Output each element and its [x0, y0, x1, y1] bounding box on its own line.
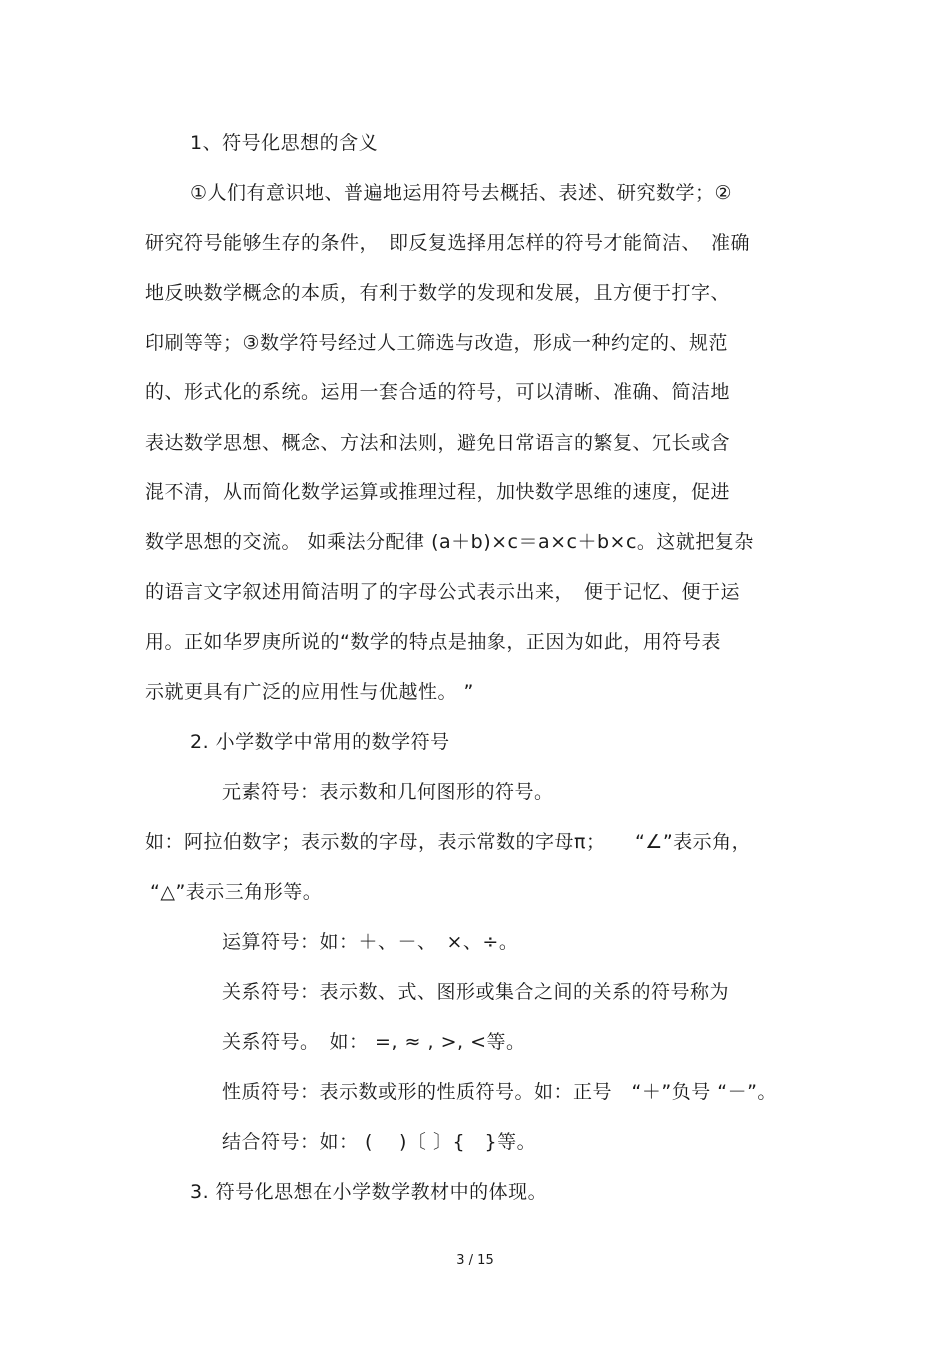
- list-item: 运算符号：如：＋、－、 ×、÷。: [222, 931, 519, 953]
- paragraph-line: 的语言文字叙述用简洁明了的字母公式表示出来， 便于记忆、便于运: [145, 581, 741, 603]
- paragraph-line: 用。正如华罗庚所说的“数学的特点是抽象，正因为如此，用符号表: [145, 631, 721, 653]
- section-heading-1: 1、符号化思想的含义: [190, 132, 379, 154]
- paragraph-line: 研究符号能够生存的条件， 即反复选择用怎样的符号才能简洁、 准确: [145, 232, 751, 254]
- list-item: 结合符号：如： ( )〔 〕{ }等。: [222, 1131, 537, 1153]
- paragraph-line: “△”表示三角形等。: [150, 881, 323, 903]
- section-heading-2: 2. 小学数学中常用的数学符号: [190, 731, 450, 753]
- paragraph-line: 混不清，从而简化数学运算或推理过程，加快数学思维的速度，促进: [145, 481, 731, 503]
- paragraph-line: 示就更具有广泛的应用性与优越性。 ”: [145, 681, 474, 703]
- list-item: 性质符号：表示数或形的性质符号。如：正号 “＋”负号 “－”。: [222, 1081, 777, 1103]
- list-item: 关系符号：表示数、式、图形或集合之间的关系的符号称为: [222, 981, 730, 1003]
- paragraph-line: ①人们有意识地、普遍地运用符号去概括、表述、研究数学；②: [190, 182, 733, 204]
- section-heading-3: 3. 符号化思想在小学数学教材中的体现。: [190, 1181, 548, 1203]
- paragraph-line: 的、形式化的系统。运用一套合适的符号，可以清晰、准确、简洁地: [145, 381, 731, 403]
- paragraph-line: 如：阿拉伯数字；表示数的字母，表示常数的字母π； “∠”表示角，: [145, 831, 752, 853]
- paragraph-line: 地反映数学概念的本质，有利于数学的发现和发展，且方便于打字、: [145, 282, 731, 304]
- page-indicator: 3 / 15: [456, 1253, 494, 1268]
- paragraph-line: 印刷等等；③数学符号经过人工筛选与改造，形成一种约定的、规范: [145, 332, 729, 354]
- paragraph-line: 数学思想的交流。 如乘法分配律 (a＋b)×c＝a×c＋b×c。这就把复杂: [145, 531, 754, 553]
- list-item: 关系符号。 如： =, ≈ , >, <等。: [222, 1031, 526, 1053]
- paragraph-line: 表达数学思想、概念、方法和法则，避免日常语言的繁复、冗长或含: [145, 432, 731, 454]
- list-item: 元素符号：表示数和几何图形的符号。: [222, 781, 554, 803]
